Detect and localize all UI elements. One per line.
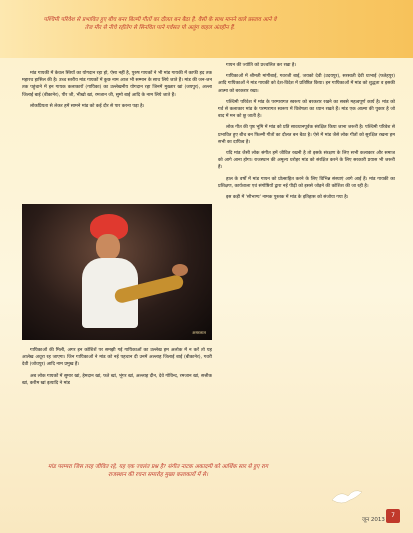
singer-photo xyxy=(22,204,212,340)
right-column xyxy=(218,62,395,512)
pull-quote-bottom: मांड परम्परा जिस तरह जीवित रहे, यह एक ज्वलंत प्रश्न है? संगीत नाटक अकादमी को आर्थिक सार से हुए राग राजस्थान की रचना समारोह मुख्य कलाकारों में से। xyxy=(48,464,268,478)
paragraph: लोक गीत की पृष्ठ भूमि में मांड को प्रति सावधानपूर्वक संरक्षित किया जाना जरूरी है। पश्चिमी परिवेश से प्रभावित हुए बीच बन फिल्मी गीतों का दौलत बन बैठा है। ऐसे में मांड जैसे लोक गीतों को सुरक्षित रखना हम सभी का दायित्व है। xyxy=(218,125,395,145)
paragraph: अब लोक गायकों में सुमार खां, हेमदान खां, फते खां, भूंगर खां, अल्लाह दीन, देवे गोविन्द, रमजान खां, सत्तीक खां, करीम खां इत्यादि ने मांड xyxy=(22,373,212,386)
face-shape xyxy=(96,234,120,260)
hand-shape xyxy=(172,264,188,276)
photo-credit: असरलाल xyxy=(192,330,206,335)
paragraph: यदि मांड जैसी लोक संगीत हमें जीवित रखनी है तो इसके संरक्षण के लिए सभी कलाकार और समाज को आगे आना होगा। राजस्थान की अमूल्य धरोहर मांड को संरक्षित करने के लिए सरकारी प्रयास भी जरूरी हैं। xyxy=(218,151,395,171)
page-number: 7 xyxy=(386,509,400,523)
paragraph: हाल के वर्षों में मांड गायन को प्रोत्साहित करने के लिए विभिन्न संस्थाएं आगे आई हैं। मांड गायकी का प्रशिक्षण, कार्यशाला एवं संगोष्ठियों द्वारा नई पीढ़ी को इससे जोड़ने की कोशिश की जा रही है। xyxy=(218,176,395,189)
left-column-bottom xyxy=(22,347,212,455)
paragraph: गायिकाओं की मिली, अगर इन कोशिशें पर समझी गई गायिकाओं का उल्लेख हम अलोक में न करें तो यह आलेख अधूरा रह जाएगा। जिन गायिकाओं ने मांड को नई पहचान दी उनमें अल्लाह जिलाई बाई (बीकानेर), गवरी देवी (जोधपुर) आदि नाम प्रमुख हैं। xyxy=(22,348,212,368)
left-column-top xyxy=(22,70,212,200)
paragraph: लोकप्रियता से लेकर हमें सामने मांड को कई दौर से पार करना पड़ा है। xyxy=(30,103,145,109)
paragraph: गायिकाओं में श्रीमती मांगीबाई, गवरजी बाई, जयको देवी (उदयपुर), सरस्वती देवी धाभाई (फतेहपुर) आदि गायिकाओं ने मांड गायकी को देश-विदेश में प्रतिष्ठित किया। इन गायिकाओं में मांड को शुद्धता व इसकी आत्मा को बरकरार रखा। xyxy=(218,74,395,94)
pull-quote-top: पश्चिमी परिवेश से प्रभावित हुए बीच बनर बिल्मी गीतों का दौलत बन बैठा है. वैसी के साथ मानने वाले प्रस्ताव आने वे तेज मीर से नीचे रहीतेग से सिनवित पाने गर्वसत पो अलुंग वाहल अंतहीन हैं. xyxy=(43,17,277,31)
paragraph: गायन की ज्योति को प्रज्वलित कर रखा है। xyxy=(226,63,297,68)
paragraph: मांड गायकी में केवल स्त्रियों का योगदान रहा हो, ऐसा नहीं है, पुरुष गायकों ने भी मांड गायकी में काफी हद तक महारथ हासिल की है। उच्च स्तरीय मांड गायकों में कुछ नाम आज भी सम्मान के साथ लिये जाते हैं। मांड की जन-जन तक पहुंचाने में इन गायक कलाकारों (गायिका) का उल्लेखनीय योगदान रहा जिनमें मुख्तार खां (जयपुर), अल्ला जिलाई बाई (बीकानेर), पीर जी, भीखो खां, रमजान जी, सुमो बाई आदि के नाम लिये जाते हैं। xyxy=(22,71,212,98)
paragraph: इस कड़ी में 'सौभाग्य' नामक पुस्तक में मांड के इतिहास को संजोया गया है। xyxy=(226,195,349,201)
paragraph: पश्चिमी परिवेश में मांड के परम्परागत स्वरूप को बरकरार रखने का सबसे महत्वपूर्ण कार्य है। मांड को गर्व से कलाकार मांड के परम्परागत स्वरूप में विशेषता का ध्यान रखते हैं। मांड एक आत्मा की पुकार है जो बाद में मन को छू जाती है। xyxy=(218,99,395,120)
footer-label: जून 2013 xyxy=(362,517,385,523)
dove-icon xyxy=(330,488,364,506)
